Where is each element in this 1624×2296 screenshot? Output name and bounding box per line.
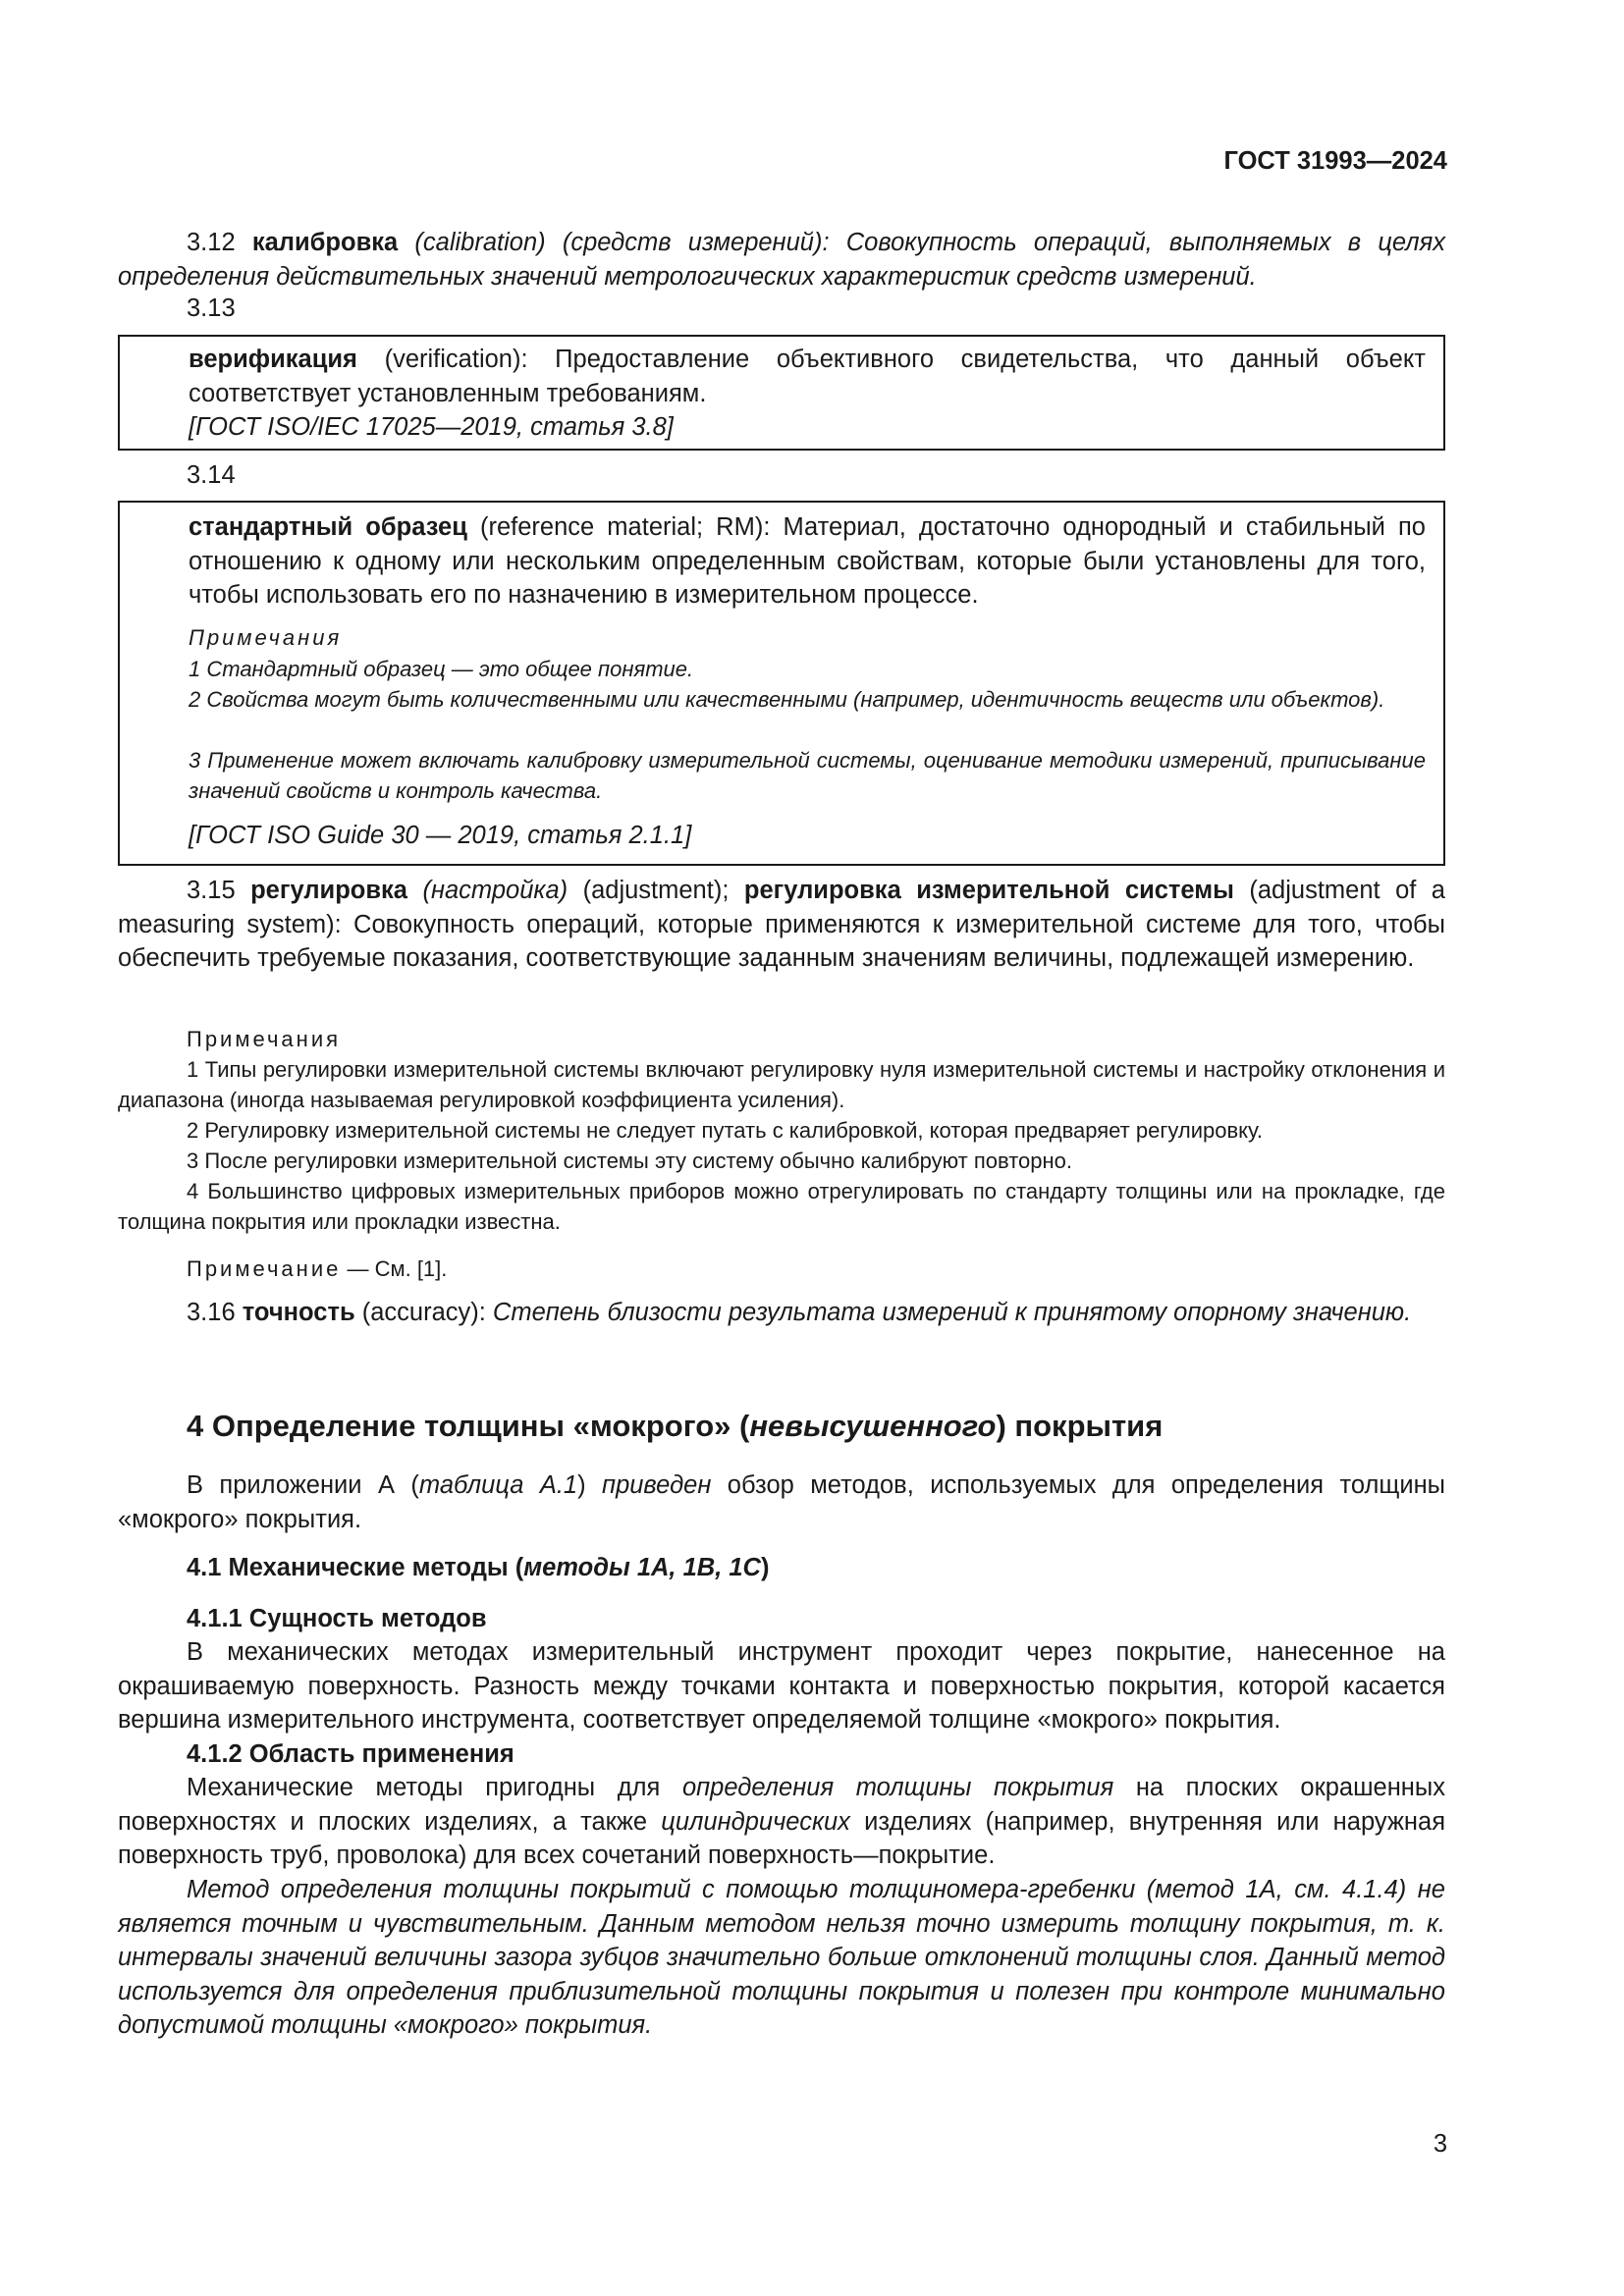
text-italic: цилиндрических: [661, 1807, 850, 1836]
text-italic: таблица А.1: [418, 1471, 578, 1499]
term-box-3-13: [118, 335, 1445, 451]
text: ): [577, 1471, 603, 1499]
clause-number-3-13: 3.13: [187, 294, 236, 322]
clause-number: 3.12: [187, 229, 236, 256]
term-2: регулировка измерительной системы: [743, 877, 1234, 904]
source-reference: [ГОСТ ISO/IEC 17025—2019, статья 3.8]: [189, 413, 674, 441]
text: В приложении А (: [187, 1471, 419, 1499]
term: калибровка: [251, 229, 399, 256]
term-box-3-14: [118, 501, 1445, 866]
note-2: 2 Регулировку измерительной системы не следует путать с калибровкой, которая предваряет регулировку.: [187, 1118, 1263, 1143]
clause-3-15: [118, 874, 1445, 976]
note-2: 2 Свойства могут быть количественными или качественными (например, идентичность веществ или объектов).: [189, 687, 1385, 712]
text: на плоских окрашенных поверхностях и плоских изделиях, а также: [118, 1774, 1445, 1836]
text: ): [760, 1554, 770, 1581]
section-title-part: ) покрытия: [996, 1409, 1164, 1443]
notes-title: Примечания: [189, 625, 343, 650]
paragraph-4-1-2: [118, 1771, 1445, 1873]
text: обзор методов, используемых для определения толщины «мокрого» покрытия.: [118, 1471, 1446, 1533]
term: верификация: [189, 346, 357, 373]
clause-number: 3.15: [187, 877, 236, 904]
text: Механические методы пригодны для: [187, 1774, 682, 1801]
text: 4.1 Механические методы (: [187, 1554, 524, 1581]
term: стандартный образец: [189, 513, 467, 541]
definition: (adjustment of a measuring system): Совокупность операций, которые применяются к измерительной системе для того, чтобы обеспечить требуемые показания, соответствующие заданным значениям величины, подлежащей измерению.: [118, 877, 1445, 972]
note-text: — См. [1].: [347, 1256, 448, 1281]
document-header: ГОСТ 31993—2024: [1223, 147, 1447, 175]
note-label: Примечание: [187, 1256, 342, 1281]
term-en: (adjustment);: [582, 877, 730, 904]
section-intro: [118, 1468, 1445, 1536]
note-1: 1 Стандартный образец — это общее понятие.: [189, 657, 694, 681]
clause-number: 3.16: [187, 1299, 236, 1326]
clause-3-12: [118, 226, 1445, 294]
text-italic: приведен: [602, 1471, 712, 1499]
subsection-4-1-1-heading: 4.1.1 Сущность методов: [187, 1605, 487, 1632]
term: точность: [242, 1299, 355, 1326]
note-3: 3 После регулировки измерительной системы эту систему обычно калибруют повторно.: [187, 1148, 1073, 1173]
section-heading: [187, 1407, 1163, 1446]
definition: Степень близости результата измерений к принятому опорному значению.: [492, 1299, 1412, 1326]
text: изделиях (например, внутренняя или наружная поверхность труб, проволока) для всех сочетаний поверхность—покрытие.: [118, 1807, 1446, 1869]
notes-title: Примечания: [187, 1027, 342, 1051]
definition: (calibration) (средств измерений): Совокупность операций, выполняемых в целях определения действительных значений метрологических характеристик средств измерений.: [118, 229, 1445, 291]
paragraph-4-1-1: В механических методах измерительный инструмент проходит через покрытие, нанесенное на окрашиваемую поверхность. Разность между точками контакта и поверхностью покрытия, которой касается вершина измерительного инструмента, соответствует определяемой толщине «мокрого» покрытия.: [118, 1638, 1445, 1734]
note-3: 3 Применение может включать калибровку измерительной системы, оценивание методики измерений, приписывание значений свойств и контроль качества.: [189, 748, 1426, 803]
note-1: 1 Типы регулировки измерительной системы включают регулировку нуля измерительной системы и настройку отклонения и диапазона (иногда называемая регулировкой коэффициента усиления).: [118, 1057, 1445, 1112]
definition-3-14: [189, 510, 1426, 613]
section-title-italic: невысушенного: [749, 1409, 997, 1443]
definition-text: (reference material; RM): Материал, достаточно однородный и стабильный по отношению к одному или нескольким определенным свойствам, которые были установлены для того, чтобы использовать его по назначению в измерительном процессе.: [189, 513, 1426, 609]
clause-number-3-14: 3.14: [187, 461, 236, 489]
note-single: [118, 1254, 1445, 1284]
term-en: (accuracy):: [361, 1299, 486, 1326]
paragraph-4-1-2-italic: Метод определения толщины покрытий с помощью толщиномера-гребенки (метод 1А, см. 4.1.4) не является точным и чувствительным. Данным методом нельзя точно измерить толщину покрытия, т. к. интервалы значений величины зазора зубцов значительно больше отклонений толщины слоя. Данный метод используется для определения приблизительной толщины покрытия и полезен при контроле минимально допустимой толщины «мокрого» покрытия.: [118, 1876, 1445, 2039]
alt-term: (настройка): [422, 877, 568, 904]
subsection-4-1-heading: [118, 1551, 1445, 1585]
subsection-4-1-2-heading: 4.1.2 Область применения: [187, 1740, 514, 1768]
text-italic: методы 1А, 1В, 1С: [523, 1554, 761, 1581]
term: регулировка: [250, 877, 407, 904]
definition-text: (verification): Предоставление объективного свидетельства, что данный объект соответствует установленным требованиям.: [189, 346, 1426, 407]
clause-3-16: [118, 1296, 1445, 1330]
text-italic: определения толщины покрытия: [681, 1774, 1114, 1801]
source-reference: [ГОСТ ISO Guide 30 — 2019, статья 2.1.1]: [189, 822, 692, 849]
note-4: 4 Большинство цифровых измерительных приборов можно отрегулировать по стандарту толщины или на прокладке, где толщина покрытия или прокладки известна.: [118, 1179, 1445, 1234]
page-number: 3: [1433, 2130, 1447, 2158]
section-title-part: 4 Определение толщины «мокрого» (: [187, 1409, 750, 1443]
definition-3-13: [189, 343, 1426, 410]
